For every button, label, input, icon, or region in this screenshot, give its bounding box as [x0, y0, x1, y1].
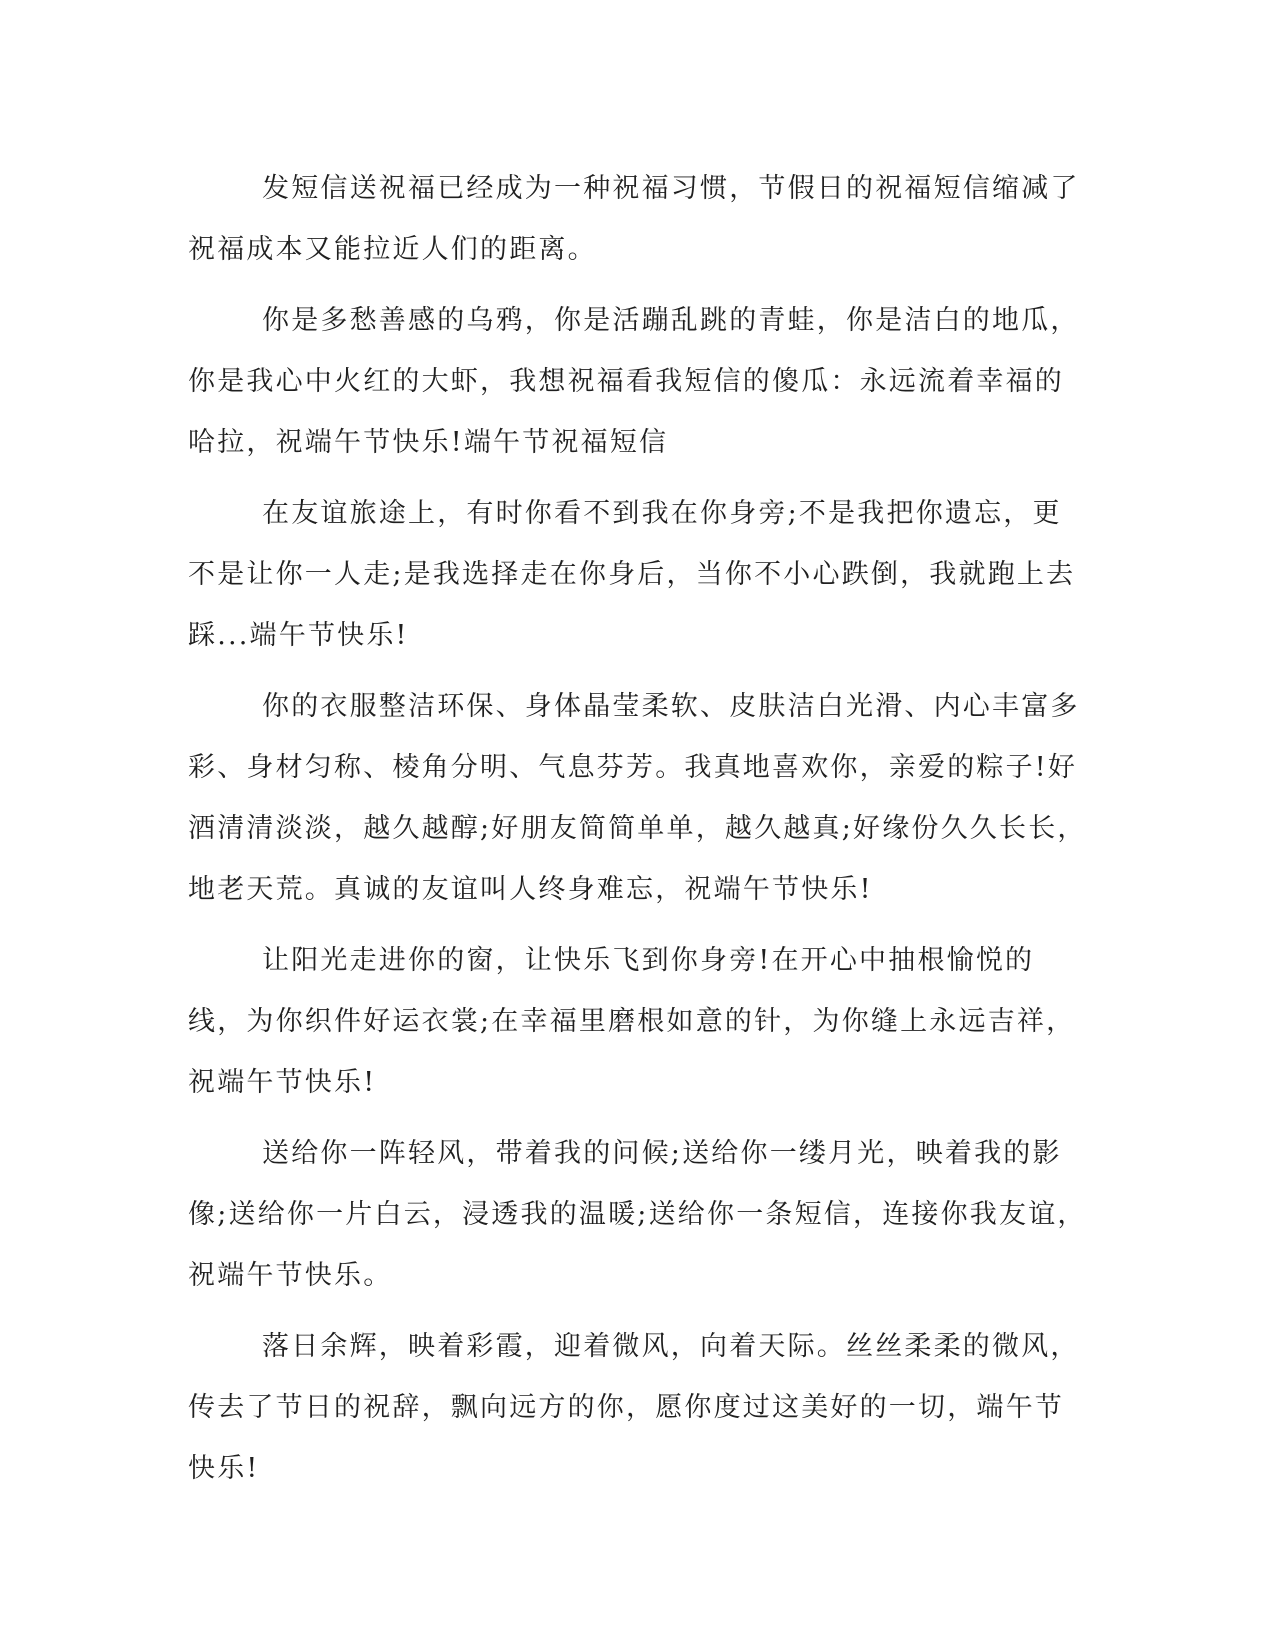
- paragraph-4: 你的衣服整洁环保、身体晶莹柔软、皮肤洁白光滑、内心丰富多彩、身材匀称、棱角分明、气息芬芳。我真地喜欢你，亲爱的粽子!好酒清清淡淡，越久越醇;好朋友简简单单，越久越真;好缘份久久长长，地老天荒。真诚的友谊叫人终身难忘，祝端午节快乐!: [188, 691, 1087, 905]
- paragraph-3: 在友谊旅途上，有时你看不到我在你身旁;不是我把你遗忘，更不是让你一人走;是我选择走在你身后，当你不小心跌倒，我就跑上去踩...端午节快乐!: [188, 498, 1076, 651]
- document-body: [188, 158, 1088, 1509]
- paragraph-2: 你是多愁善感的乌鸦，你是活蹦乱跳的青蛙，你是洁白的地瓜，你是我心中火红的大虾，我想祝福看我短信的傻瓜：永远流着幸福的哈拉，祝端午节快乐!端午节祝福短信: [188, 305, 1080, 458]
- paragraph-5: 让阳光走进你的窗，让快乐飞到你身旁!在开心中抽根愉悦的线，为你织件好运衣裳;在幸福里磨根如意的针，为你缝上永远吉祥，祝端午节快乐!: [188, 945, 1076, 1098]
- paragraph-6: 送给你一阵轻风，带着我的问候;送给你一缕月光，映着我的影像;送给你一片白云，浸透我的温暖;送给你一条短信，连接你我友谊，祝端午节快乐。: [188, 1138, 1087, 1291]
- paragraph-7: 落日余辉，映着彩霞，迎着微风，向着天际。丝丝柔柔的微风，传去了节日的祝辞，飘向远方的你，愿你度过这美好的一切，端午节快乐!: [188, 1331, 1080, 1484]
- paragraph-1: 发短信送祝福已经成为一种祝福习惯，节假日的祝福短信缩减了祝福成本又能拉近人们的距离。: [188, 173, 1080, 265]
